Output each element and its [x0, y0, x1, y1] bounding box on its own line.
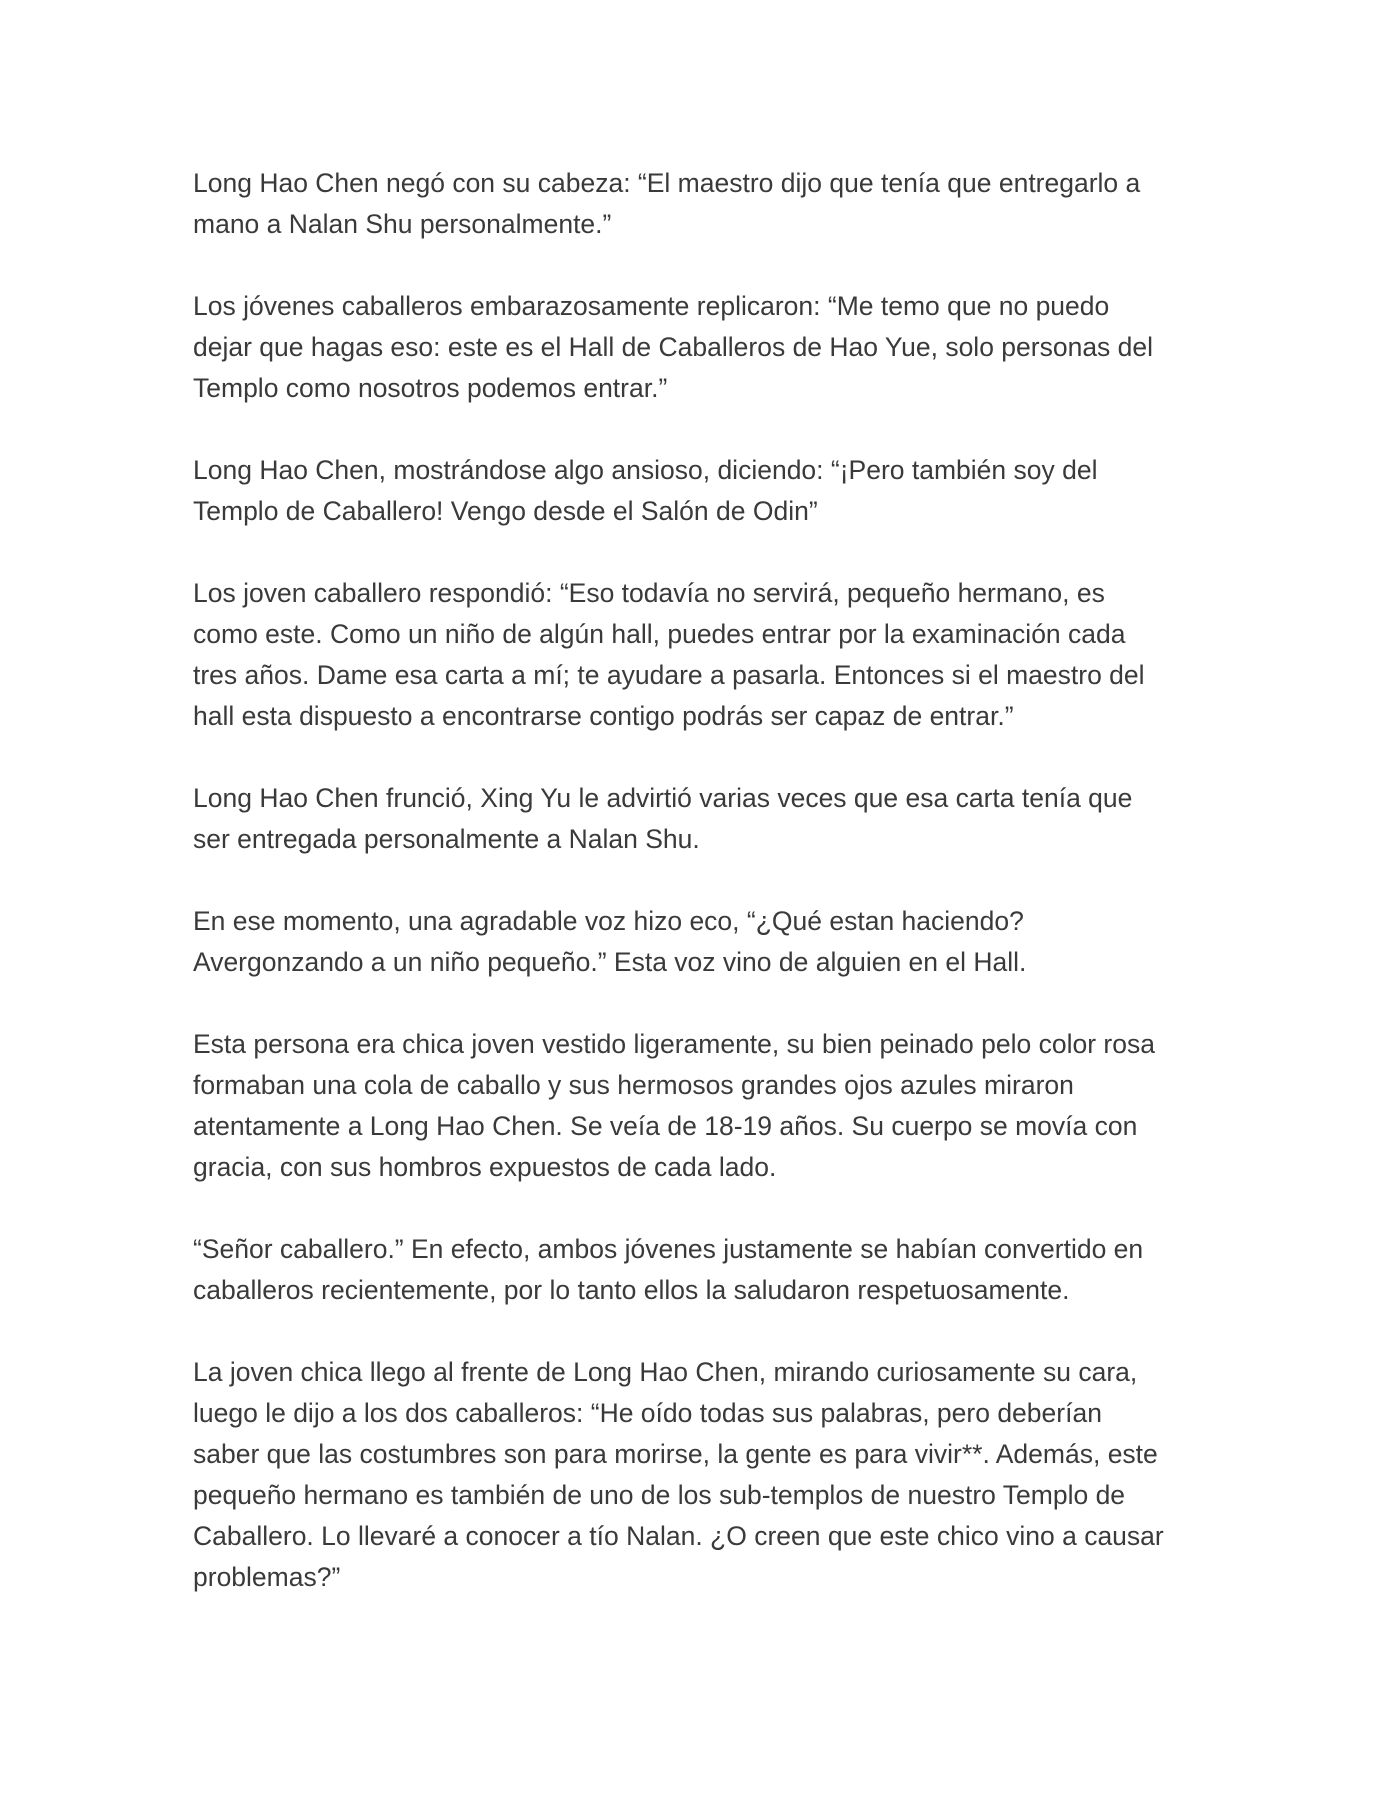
- paragraph-9: La joven chica llego al frente de Long Hao Chen, mirando curiosamente su cara, luego le dijo a los dos caballeros: “He oído todas sus palabras, pero deberían saber que las costumbres son para morirse, la gente es para vivir**. Además, este pequeño hermano es también de uno de los sub-templos de nuestro Templo de Caballero. Lo llevaré a conocer a tío Nalan. ¿O creen que este chico vino a causar problemas?”: [193, 1357, 1164, 1592]
- paragraph-4: Los joven caballero respondió: “Eso todavía no servirá, pequeño hermano, es como este. Como un niño de algún hall, puedes entrar por la examinación cada tres años. Dame esa carta a mí; te ayudare a pasarla. Entonces si el maestro del hall esta dispuesto a encontrarse contigo podrás ser capaz de entrar.”: [193, 578, 1145, 731]
- paragraph-7: Esta persona era chica joven vestido ligeramente, su bien peinado pelo color rosa formaban una cola de caballo y sus hermosos grandes ojos azules miraron atentamente a Long Hao Chen. Se veía de 18-19 años. Su cuerpo se movía con gracia, con sus hombros expuestos de cada lado.: [193, 1029, 1155, 1182]
- document-body: [193, 163, 1223, 1639]
- paragraph-1: Long Hao Chen negó con su cabeza: “El maestro dijo que tenía que entregarlo a mano a Nalan Shu personalmente.”: [193, 168, 1141, 239]
- paragraph-2: Los jóvenes caballeros embarazosamente replicaron: “Me temo que no puedo dejar que hagas eso: este es el Hall de Caballeros de Hao Yue, solo personas del Templo como nosotros podemos entrar.”: [193, 291, 1154, 403]
- paragraph-6: En ese momento, una agradable voz hizo eco, “¿Qué estan haciendo? Avergonzando a un niño pequeño.” Esta voz vino de alguien en el Hall.: [193, 906, 1027, 977]
- paragraph-3: Long Hao Chen, mostrándose algo ansioso, diciendo: “¡Pero también soy del Templo de Caballero! Vengo desde el Salón de Odin”: [193, 455, 1098, 526]
- paragraph-5: Long Hao Chen frunció, Xing Yu le advirtió varias veces que esa carta tenía que ser entregada personalmente a Nalan Shu.: [193, 783, 1133, 854]
- paragraph-8: “Señor caballero.” En efecto, ambos jóvenes justamente se habían convertido en caballeros recientemente, por lo tanto ellos la saludaron respetuosamente.: [193, 1234, 1144, 1305]
